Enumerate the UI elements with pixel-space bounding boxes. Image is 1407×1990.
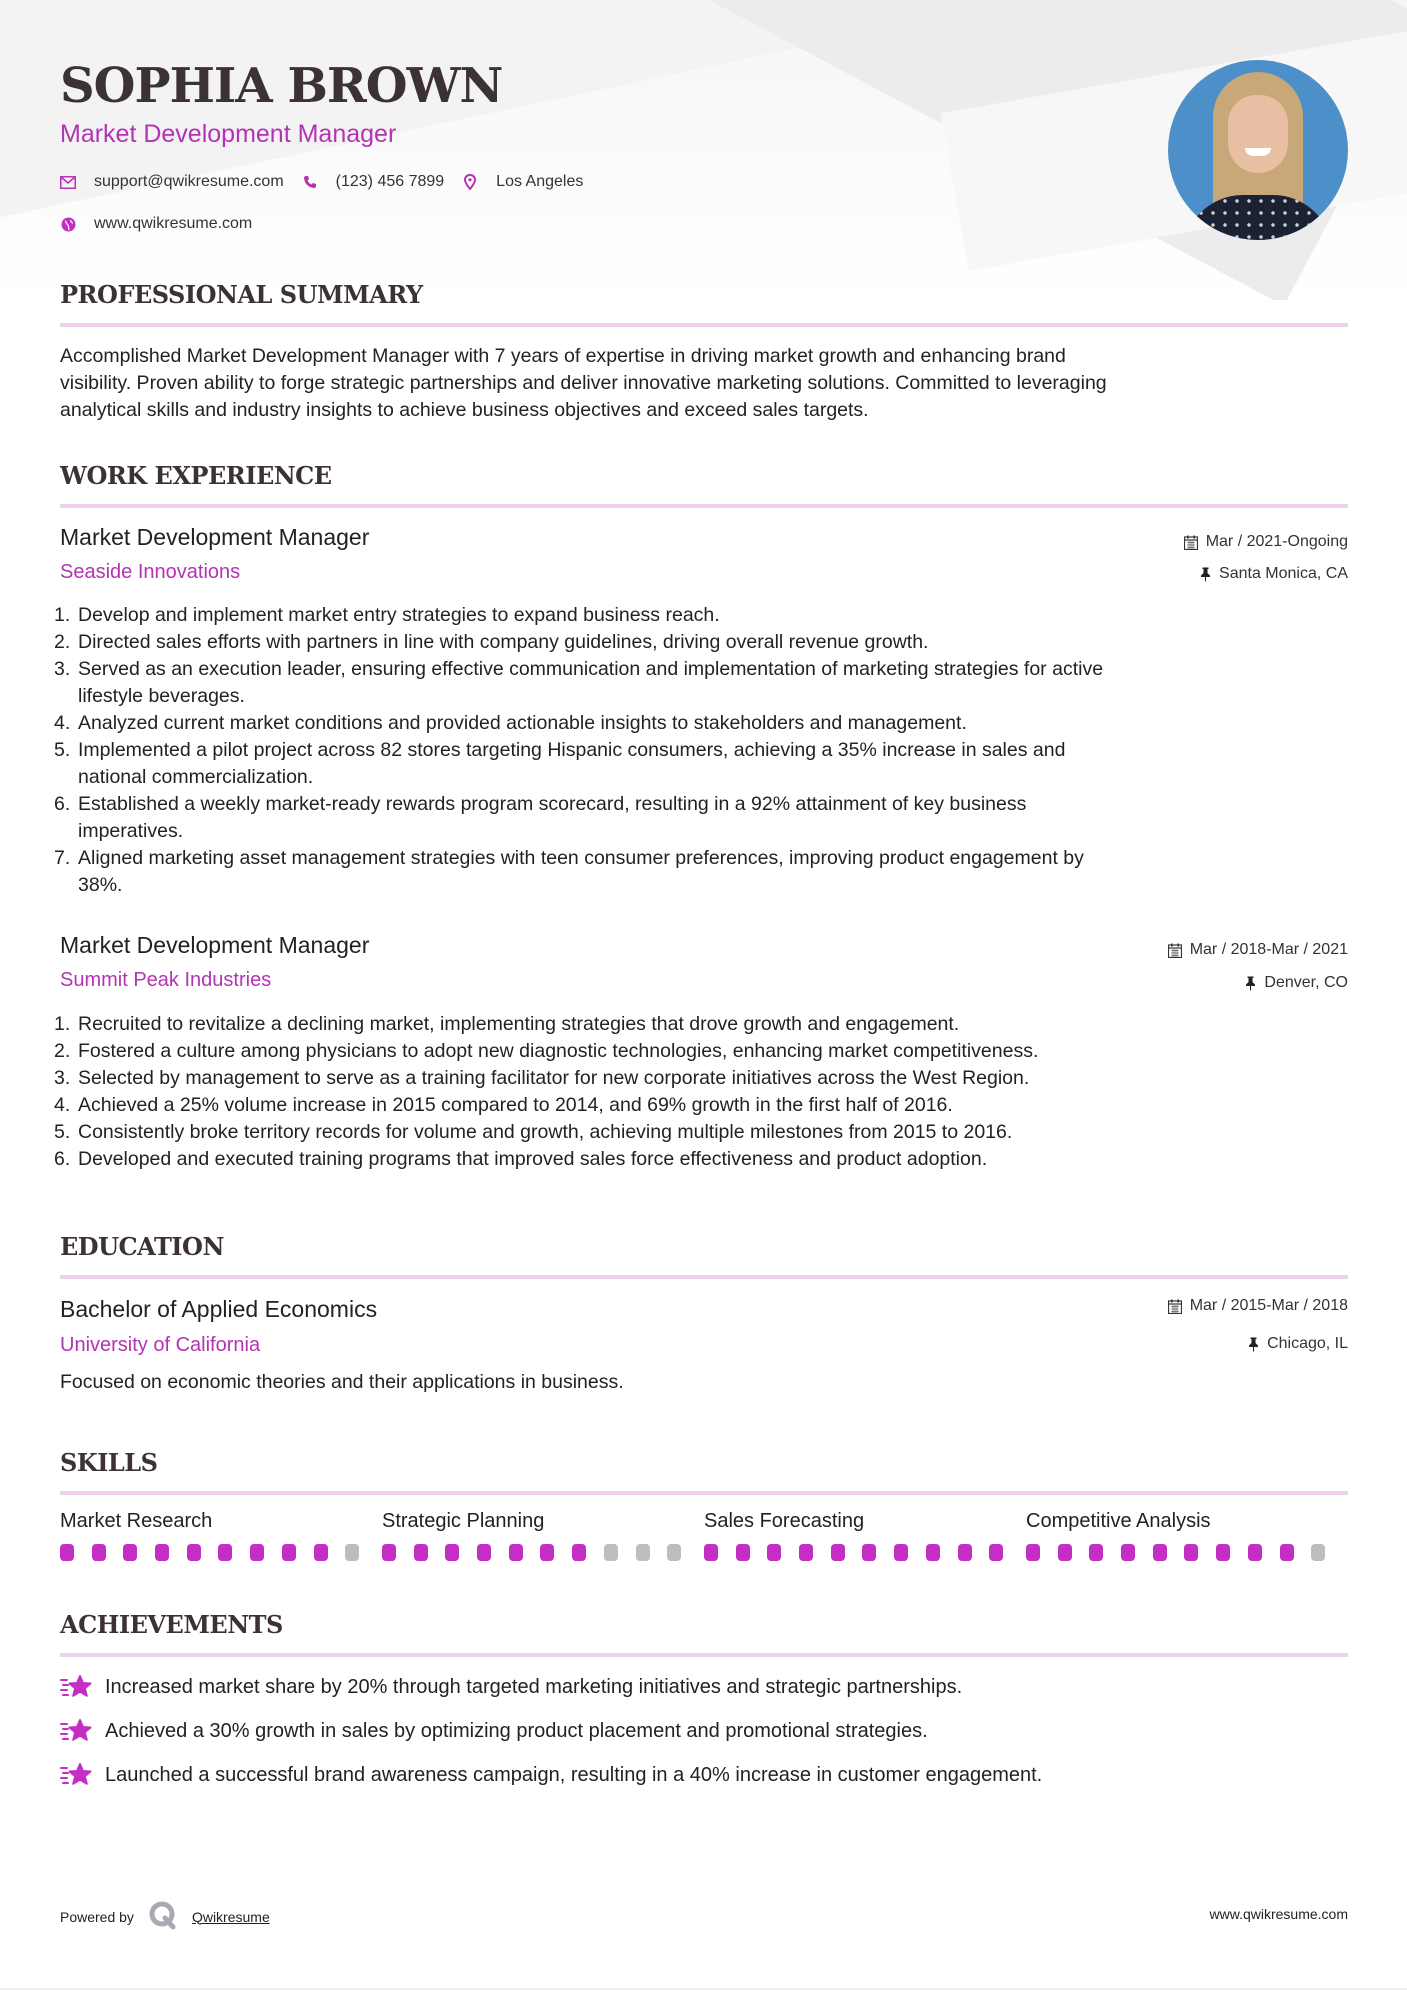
job-location bbox=[1200, 565, 1348, 583]
skill-item bbox=[382, 1510, 704, 1561]
job-title: Market Development Manager bbox=[60, 524, 370, 550]
shooting-star-icon bbox=[60, 1673, 92, 1701]
rating-dot-filled bbox=[958, 1544, 972, 1561]
bullet-text: 38%. bbox=[78, 874, 123, 896]
rating-dot-filled bbox=[477, 1544, 491, 1561]
education-dates bbox=[1168, 1297, 1348, 1315]
rating-dot-filled bbox=[1184, 1544, 1198, 1561]
contact-phone[interactable] bbox=[302, 173, 445, 191]
skills-list bbox=[60, 1510, 1348, 1561]
contact-website[interactable] bbox=[60, 215, 252, 233]
bullet-number: 3. bbox=[54, 658, 71, 680]
bullet-number: 1. bbox=[54, 604, 71, 626]
rating-dot-filled bbox=[509, 1544, 523, 1561]
section-heading-experience: WORK EXPERIENCE bbox=[60, 461, 1348, 508]
job-bullets bbox=[54, 602, 1348, 899]
summary-text bbox=[60, 343, 1348, 424]
calendar-icon bbox=[1184, 535, 1198, 550]
section-heading-achievements: ACHIEVEMENTS bbox=[60, 1610, 1348, 1657]
bullet-item bbox=[54, 1038, 1348, 1065]
contact-location bbox=[462, 173, 583, 191]
job-bullets bbox=[54, 1011, 1348, 1173]
bullet-item bbox=[54, 737, 1348, 791]
skill-name: Market Research bbox=[60, 1510, 213, 1532]
bullet-text: Achieved a 25% volume increase in 2015 compared to 2014, and 69% growth in the first half of 2016. bbox=[78, 1094, 953, 1116]
rating-dot-filled bbox=[92, 1544, 106, 1561]
rating-dot-filled bbox=[155, 1544, 169, 1561]
rating-dot-filled bbox=[767, 1544, 781, 1561]
skill-item bbox=[704, 1510, 1026, 1561]
bullet-item bbox=[54, 1011, 1348, 1038]
bullet-item bbox=[54, 710, 1348, 737]
rating-dot-filled bbox=[862, 1544, 876, 1561]
bullet-item bbox=[54, 1092, 1348, 1119]
section-heading-education: EDUCATION bbox=[60, 1232, 1348, 1279]
rating-dot-filled bbox=[799, 1544, 813, 1561]
rating-dot-filled bbox=[1026, 1544, 1040, 1561]
achievement-text: Increased market share by 20% through targeted marketing initiatives and strategic partnerships. bbox=[105, 1675, 963, 1698]
skill-item bbox=[60, 1510, 382, 1561]
rating-dot-filled bbox=[123, 1544, 137, 1561]
rating-dot-filled bbox=[894, 1544, 908, 1561]
bullet-item bbox=[54, 629, 1348, 656]
bullet-number: 6. bbox=[54, 1148, 71, 1170]
calendar-icon bbox=[1168, 1299, 1182, 1314]
rating-dot-filled bbox=[1121, 1544, 1135, 1561]
rating-dot-filled bbox=[1216, 1544, 1230, 1561]
bg-shape bbox=[0, 0, 817, 231]
contact-email[interactable] bbox=[60, 173, 284, 191]
achievement-item bbox=[60, 1673, 962, 1701]
powered-by-label: Powered by bbox=[60, 1908, 134, 1925]
website-text: www.qwikresume.com bbox=[94, 215, 253, 232]
candidate-title: Market Development Manager bbox=[60, 120, 397, 148]
bullet-text: Established a weekly market-ready rewards program scorecard, resulting in a 92% attainment of key business bbox=[78, 793, 1027, 815]
rating-dot-filled bbox=[314, 1544, 328, 1561]
rating-dot-empty bbox=[1311, 1544, 1325, 1561]
company-name: Summit Peak Industries bbox=[60, 969, 272, 991]
photo-face bbox=[1228, 95, 1288, 173]
rating-dot-empty bbox=[636, 1544, 650, 1561]
rating-dot-filled bbox=[736, 1544, 750, 1561]
bullet-item bbox=[54, 791, 1348, 845]
bullet-number: 2. bbox=[54, 631, 71, 653]
bullet-text: Fostered a culture among physicians to adopt new diagnostic technologies, enhancing market competitiveness. bbox=[78, 1040, 1039, 1062]
bullet-text: Selected by management to serve as a training facilitator for new corporate initiatives across the West Region. bbox=[78, 1067, 1030, 1089]
bullet-number: 5. bbox=[54, 1121, 71, 1143]
skill-rating bbox=[60, 1544, 382, 1561]
bullet-text: Directed sales efforts with partners in line with company guidelines, driving overall revenue growth. bbox=[78, 631, 929, 653]
achievement-text: Achieved a 30% growth in sales by optimizing product placement and promotional strategies. bbox=[105, 1719, 928, 1742]
qwikresume-logo-icon bbox=[148, 1900, 178, 1933]
dates-text: Mar / 2018-Mar / 2021 bbox=[1189, 941, 1348, 958]
contact-row bbox=[60, 173, 601, 191]
job-title: Market Development Manager bbox=[60, 932, 370, 958]
job-location bbox=[1245, 974, 1348, 992]
phone-icon bbox=[302, 174, 318, 190]
location-text: Chicago, IL bbox=[1267, 1335, 1348, 1352]
rating-dot-filled bbox=[445, 1544, 459, 1561]
achievement-item bbox=[60, 1717, 928, 1745]
rating-dot-filled bbox=[831, 1544, 845, 1561]
location-text: Los Angeles bbox=[496, 173, 584, 190]
qwikresume-link[interactable]: Qwikresume bbox=[191, 1908, 270, 1925]
bullet-text: Recruited to revitalize a declining market, implementing strategies that drove growth and engagement. bbox=[78, 1013, 960, 1035]
skill-rating bbox=[704, 1544, 1026, 1561]
education-description: Focused on economic theories and their applications in business. bbox=[60, 1371, 624, 1393]
rating-dot-filled bbox=[1089, 1544, 1103, 1561]
company-name: Seaside Innovations bbox=[60, 561, 241, 583]
phone-text: (123) 456 7899 bbox=[335, 173, 445, 190]
bullet-text: Implemented a pilot project across 82 stores targeting Hispanic consumers, achieving a 35% increase in sales and bbox=[78, 739, 1066, 761]
bullet-number: 6. bbox=[54, 793, 71, 815]
degree-title: Bachelor of Applied Economics bbox=[60, 1296, 378, 1322]
bullet-number: 3. bbox=[54, 1067, 71, 1089]
bullet-number: 1. bbox=[54, 1013, 71, 1035]
rating-dot-filled bbox=[60, 1544, 74, 1561]
map-pin-icon bbox=[462, 174, 478, 190]
school-name: University of California bbox=[60, 1334, 261, 1356]
skill-name: Competitive Analysis bbox=[1026, 1510, 1211, 1532]
bullet-text: Consistently broke territory records for volume and growth, achieving multiple milestones from 2015 to 2016. bbox=[78, 1121, 1013, 1143]
bullet-item bbox=[54, 1065, 1348, 1092]
rating-dot-filled bbox=[218, 1544, 232, 1561]
rating-dot-filled bbox=[1280, 1544, 1294, 1561]
rating-dot-filled bbox=[1153, 1544, 1167, 1561]
bullet-text: Aligned marketing asset management strategies with teen consumer preferences, improving product engagement by bbox=[78, 847, 1084, 869]
globe-icon bbox=[60, 216, 76, 232]
bullet-text: lifestyle beverages. bbox=[78, 685, 245, 707]
achievement-text: Launched a successful brand awareness campaign, resulting in a 40% increase in customer engagement. bbox=[105, 1763, 1043, 1786]
rating-dot-filled bbox=[926, 1544, 940, 1561]
bullet-text: Developed and executed training programs that improved sales force effectiveness and product adoption. bbox=[78, 1148, 988, 1170]
photo-smile bbox=[1245, 148, 1271, 156]
skill-rating bbox=[1026, 1544, 1348, 1561]
email-text: support@qwikresume.com bbox=[94, 173, 284, 190]
rating-dot-filled bbox=[1058, 1544, 1072, 1561]
summary-line: Accomplished Market Development Manager with 7 years of expertise in driving market growth and enhancing brand bbox=[60, 345, 1066, 367]
job-dates bbox=[1168, 941, 1348, 959]
location-text: Santa Monica, CA bbox=[1219, 565, 1348, 582]
bullet-item bbox=[54, 845, 1348, 899]
contact-row bbox=[60, 215, 270, 233]
pushpin-icon bbox=[1248, 1337, 1259, 1352]
rating-dot-empty bbox=[345, 1544, 359, 1561]
bullet-item bbox=[54, 602, 1348, 629]
bullet-number: 2. bbox=[54, 1040, 71, 1062]
bullet-text: imperatives. bbox=[78, 820, 184, 842]
rating-dot-filled bbox=[704, 1544, 718, 1561]
shooting-star-icon bbox=[60, 1717, 92, 1745]
job-dates bbox=[1184, 533, 1348, 551]
rating-dot-filled bbox=[572, 1544, 586, 1561]
location-text: Denver, CO bbox=[1264, 974, 1348, 991]
bullet-item bbox=[54, 656, 1348, 710]
skill-name: Strategic Planning bbox=[382, 1510, 545, 1532]
calendar-icon bbox=[1168, 943, 1182, 958]
bullet-number: 4. bbox=[54, 712, 71, 734]
bullet-number: 5. bbox=[54, 739, 71, 761]
footer-website[interactable]: www.qwikresume.com bbox=[1209, 1906, 1348, 1922]
bullet-text: national commercialization. bbox=[78, 766, 314, 788]
rating-dot-filled bbox=[187, 1544, 201, 1561]
rating-dot-filled bbox=[250, 1544, 264, 1561]
candidate-name: SOPHIA BROWN bbox=[60, 58, 503, 114]
section-heading-skills: SKILLS bbox=[60, 1448, 1348, 1495]
skill-name: Sales Forecasting bbox=[704, 1510, 865, 1532]
summary-line: analytical skills and industry insights to achieve business objectives and exceed sales targets. bbox=[60, 399, 869, 421]
footer-powered-by bbox=[60, 1900, 270, 1933]
rating-dot-filled bbox=[989, 1544, 1003, 1561]
bullet-item bbox=[54, 1146, 1348, 1173]
education-location bbox=[1248, 1335, 1348, 1353]
bullet-text: Develop and implement market entry strategies to expand business reach. bbox=[78, 604, 720, 626]
summary-line: visibility. Proven ability to forge strategic partnerships and deliver innovative marketing solutions. Committed to leveraging bbox=[60, 372, 1107, 394]
bullet-text: Served as an execution leader, ensuring effective communication and implementation of marketing strategies for active bbox=[78, 658, 1104, 680]
bullet-item bbox=[54, 1119, 1348, 1146]
section-heading-summary: PROFESSIONAL SUMMARY bbox=[60, 280, 1348, 327]
rating-dot-filled bbox=[540, 1544, 554, 1561]
rating-dot-filled bbox=[282, 1544, 296, 1561]
dates-text: Mar / 2015-Mar / 2018 bbox=[1189, 1297, 1348, 1314]
shooting-star-icon bbox=[60, 1761, 92, 1789]
rating-dot-empty bbox=[667, 1544, 681, 1561]
pushpin-icon bbox=[1200, 567, 1211, 582]
rating-dot-empty bbox=[604, 1544, 618, 1561]
rating-dot-filled bbox=[1248, 1544, 1262, 1561]
envelope-icon bbox=[60, 174, 76, 190]
pushpin-icon bbox=[1245, 976, 1256, 991]
dates-text: Mar / 2021-Ongoing bbox=[1205, 533, 1348, 550]
profile-photo bbox=[1168, 60, 1348, 240]
bullet-text: Analyzed current market conditions and provided actionable insights to stakeholders and management. bbox=[78, 712, 967, 734]
skill-item bbox=[1026, 1510, 1348, 1561]
achievement-item bbox=[60, 1761, 1042, 1789]
photo-shirt bbox=[1183, 195, 1333, 240]
bullet-number: 4. bbox=[54, 1094, 71, 1116]
bullet-number: 7. bbox=[54, 847, 71, 869]
skill-rating bbox=[382, 1544, 704, 1561]
rating-dot-filled bbox=[382, 1544, 396, 1561]
rating-dot-filled bbox=[414, 1544, 428, 1561]
